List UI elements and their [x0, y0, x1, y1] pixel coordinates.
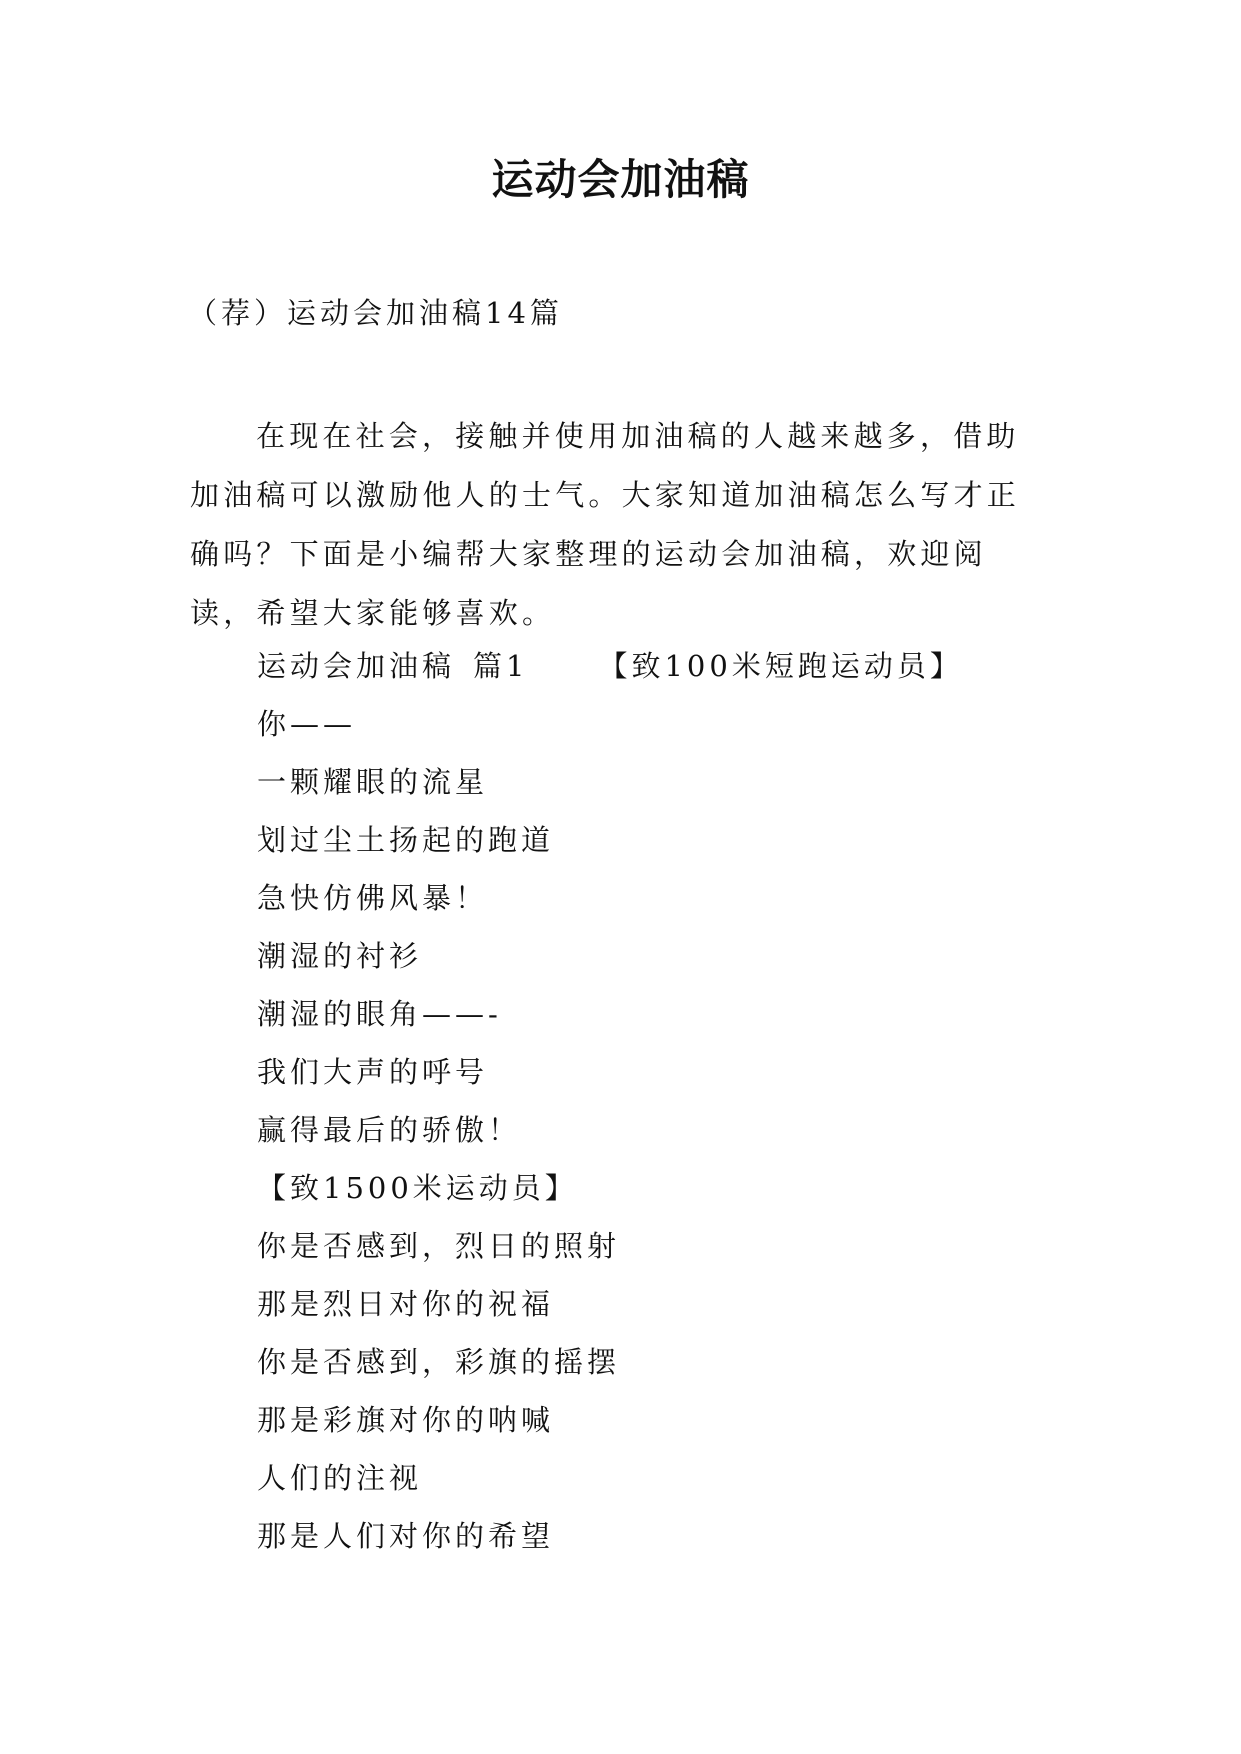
- poem-line: 赢得最后的骄傲！: [257, 1113, 522, 1147]
- poem-line: 你——: [257, 707, 357, 741]
- poem-line: 划过尘土扬起的跑道: [257, 823, 555, 857]
- poem-line: 那是彩旗对你的呐喊: [257, 1403, 555, 1437]
- section-heading-part: 篇1: [473, 649, 529, 683]
- document-title: 运动会加油稿: [491, 155, 750, 204]
- poem-line: 潮湿的衬衫: [257, 939, 423, 973]
- document-subtitle: （荐）运动会加油稿14篇: [188, 296, 563, 330]
- section-heading-title: 运动会加油稿: [257, 649, 456, 683]
- section-heading-dedication: 【致100米短跑运动员】: [598, 649, 963, 683]
- poem-line: 你是否感到，烈日的照射: [257, 1229, 621, 1263]
- poem-line: 那是烈日对你的祝福: [257, 1287, 555, 1321]
- poem-line: 急快仿佛风暴！: [257, 881, 489, 915]
- poem-line: 一颗耀眼的流星: [257, 765, 489, 799]
- poem-line: 我们大声的呼号: [257, 1055, 489, 1089]
- poem-line: 你是否感到，彩旗的摇摆: [257, 1345, 621, 1379]
- section-heading-1500m: 【致1500米运动员】: [257, 1171, 578, 1205]
- poem-line: 人们的注视: [257, 1461, 423, 1495]
- intro-paragraph: 在现在社会，接触并使用加油稿的人越来越多，借助加油稿可以激励他人的士气。大家知道加油稿怎么写才正确吗？下面是小编帮大家整理的运动会加油稿，欢迎阅读，希望大家能够喜欢。: [190, 419, 1021, 630]
- poem-line: 潮湿的眼角——-: [257, 997, 502, 1031]
- section-heading: [257, 646, 963, 686]
- poem-line: 那是人们对你的希望: [257, 1519, 555, 1553]
